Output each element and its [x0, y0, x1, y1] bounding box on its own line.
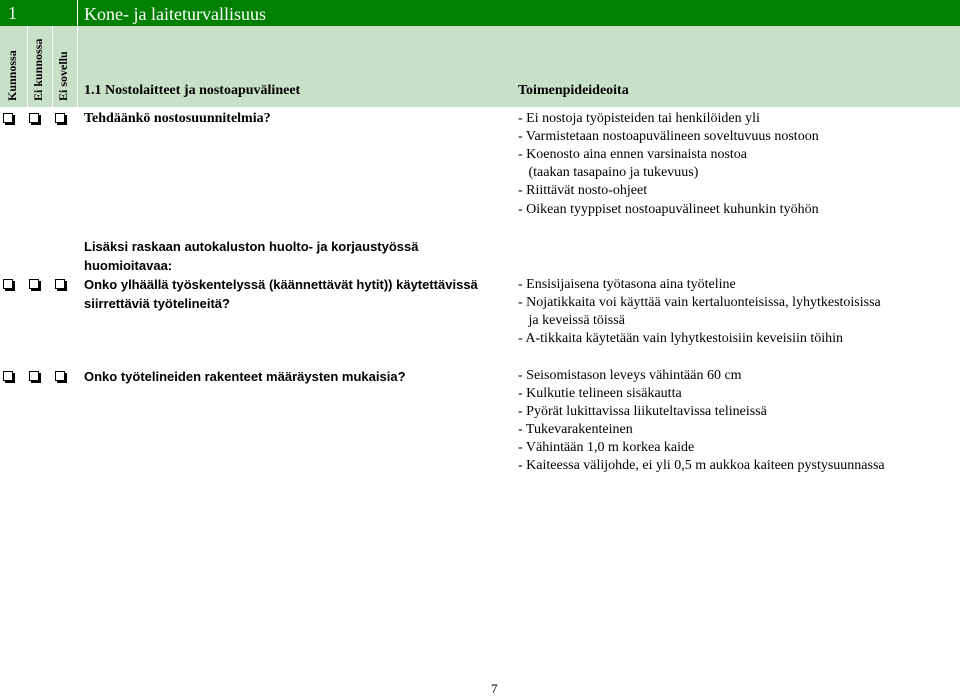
answer-line: - Pyörät lukittavissa liikuteltavissa telineissä — [518, 404, 767, 419]
answer-line: - Oikean tyyppiset nostoapuvälineet kuhunkin työhön — [518, 202, 819, 217]
answer-line: - Ei nostoja työpisteiden tai henkilöiden yli — [518, 111, 760, 126]
answer-line: - A-tikkaita käytetään vain lyhytkestoisiin keveisiin töihin — [518, 331, 844, 346]
answer-line: ja keveissä töissä — [518, 313, 625, 328]
answer-line: - Koenosto aina ennen varsinaista nostoa — [518, 147, 747, 162]
header-divider — [77, 0, 78, 26]
measures-title: Toimenpideideoita — [518, 83, 629, 98]
checkbox-kunnossa[interactable] — [3, 371, 13, 381]
column-divider — [52, 26, 53, 107]
column-header-ei-kunnossa: Ei kunnossa — [31, 38, 45, 101]
answer-line: - Ensisijaisena työtasona aina työteline — [518, 277, 736, 292]
column-header-kunnossa: Kunnossa — [5, 50, 19, 101]
question-text: Onko ylhäällä työskentelyssä (käännettävät hytit)) käytettävissä siirrettäviä työtelineitä? — [84, 277, 478, 311]
page-number: 7 — [491, 681, 498, 696]
checkbox-kunnossa[interactable] — [3, 113, 13, 123]
question-text: Onko työtelineiden rakenteet määräysten mukaisia? — [84, 369, 406, 384]
checkbox-ei-sovellu[interactable] — [55, 113, 65, 123]
column-divider — [27, 26, 28, 107]
question-text: Tehdäänkö nostosuunnitelmia? — [84, 111, 271, 126]
checkbox-kunnossa[interactable] — [3, 279, 13, 289]
section-number: 1 — [8, 3, 17, 23]
answer-line: - Tukevarakenteinen — [518, 422, 633, 437]
column-divider — [77, 26, 78, 107]
column-header-ei-sovellu: Ei sovellu — [56, 51, 70, 101]
answer-line: - Vähintään 1,0 m korkea kaide — [518, 440, 695, 455]
section-title: Kone- ja laiteturvallisuus — [84, 4, 266, 24]
answer-line: - Varmistetaan nostoapuvälineen soveltuvuus nostoon — [518, 129, 819, 144]
intro-text: Lisäksi raskaan autokaluston huolto- ja korjaustyössä huomioitavaa: — [84, 239, 419, 273]
answer-line: - Kaiteessa välijohde, ei yli 0,5 m aukkoa kaiteen pystysuunnassa — [518, 458, 885, 473]
checkbox-ei-sovellu[interactable] — [55, 279, 65, 289]
answer-line: - Kulkutie telineen sisäkautta — [518, 386, 682, 401]
checkbox-ei-kunnossa[interactable] — [29, 279, 39, 289]
checkbox-ei-sovellu[interactable] — [55, 371, 65, 381]
answer-line: - Riittävät nosto-ohjeet — [518, 183, 648, 198]
subsection-title: 1.1 Nostolaitteet ja nostoapuvälineet — [84, 83, 301, 98]
answer-line: - Seisomistason leveys vähintään 60 cm — [518, 368, 742, 383]
answer-line: (taakan tasapaino ja tukevuus) — [518, 165, 699, 180]
checkbox-ei-kunnossa[interactable] — [29, 113, 39, 123]
answer-line: - Nojatikkaita voi käyttää vain kertaluonteisissa, lyhytkestoisissa — [518, 295, 881, 310]
checkbox-ei-kunnossa[interactable] — [29, 371, 39, 381]
